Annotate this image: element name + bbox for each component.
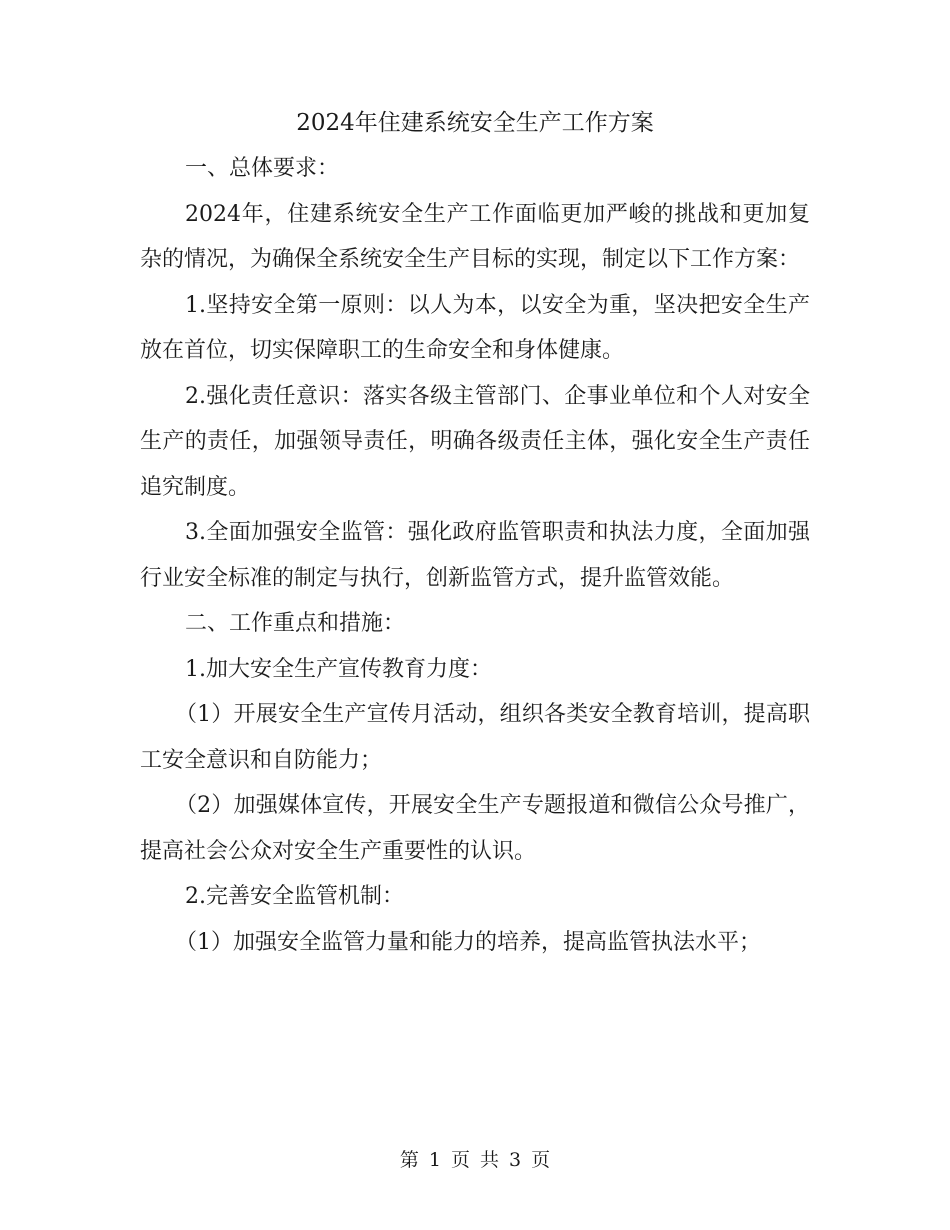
paragraph: 一、总体要求：: [185, 156, 340, 181]
paragraph: 3.全面加强安全监管：强化政府监管职责和执法力度，全面加强行业安全标准的制定与执行，创新监管方式，提升监管效能。: [140, 520, 810, 591]
paragraph: 2.强化责任意识：落实各级主管部门、企事业单位和个人对安全生产的责任，加强领导责任，明确各级责任主体，强化安全生产责任追究制度。: [140, 383, 810, 500]
subsection-heading: 1.加大安全生产宣传教育力度：: [185, 656, 492, 682]
document-body: [140, 100, 810, 965]
paragraph: 2024年，住建系统安全生产工作面临更加严峻的挑战和更加复杂的情况，为确保全系统安全生产目标的实现，制定以下工作方案：: [140, 201, 810, 272]
section-heading: 二、工作重点和措施：: [185, 611, 406, 636]
list-item: （1）开展安全生产宣传月活动，组织各类安全教育培训，提高职工安全意识和自防能力；: [140, 702, 810, 773]
list-item: （1）加强安全监管力量和能力的培养，提高监管执法水平；: [175, 929, 761, 955]
paragraph: 1.坚持安全第一原则：以人为本，以安全为重，坚决把安全生产放在首位，切实保障职工的生命安全和身体健康。: [140, 292, 810, 363]
document-title: 2024年住建系统安全生产工作方案: [296, 110, 654, 136]
list-item: （2）加强媒体宣传，开展安全生产专题报道和微信公众号推广，提高社会公众对安全生产重要性的认识。: [140, 793, 810, 864]
page-number-footer: 第 1 页 共 3 页: [399, 1149, 551, 1171]
subsection-heading: 2.完善安全监管机制：: [185, 884, 404, 909]
